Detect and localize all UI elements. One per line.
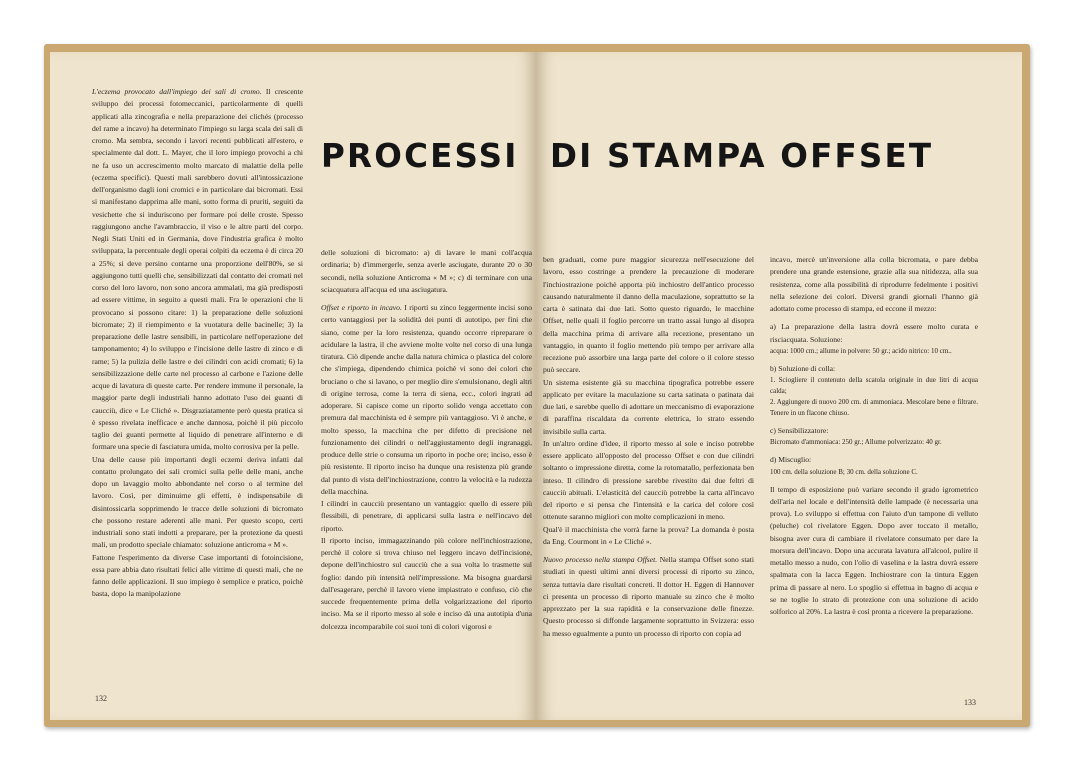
text-column-2 bbox=[321, 247, 532, 692]
text-column-3 bbox=[543, 254, 754, 690]
paragraph: incavo, mercè un'inversione alla colla bicromata, e pare debba prendere una grande estensione, grazie alla sua nitidezza, alla sua resistenza, come alla possibilità di riprodurre fedelmente i positivi nella selezione dei colori. Diversi grandi giornali l'hanno già adottato come processo di stampa, ed eccone il mezzo: bbox=[770, 255, 978, 313]
recipe-step-b-text-1: 1. Sciogliere il contenuto della scatola originale in due litri di acqua calda; bbox=[770, 376, 978, 395]
paragraph bbox=[543, 554, 754, 640]
paragraph-text: Il crescente sviluppo dei processi fotomeccanici, particolarmente di quelli applicati alla zincografia e nella preparazione dei clichés (processo del rame a incavo) ha determinato l'impiego su larga scala dei sali di cromo. Ma sembra, secondo i lavori recenti pubblicati all'estero, e specialmente dal dott. L. Mayer, che il loro impiego provochi a chi ne fa uso un accrescimento molto marcato di malattie della pelle (eczema specifici). Questi mali sarebbero dovuti all'intossicazione dell'organismo dagli ioni cromici e in particolare dai bicromati. Essi si manifestano dapprima alle mani, sotto forma di pruriti, seguiti da vesichette che si induriscono per formare poi delle croste. Spesso raggiungono anche l'avambraccio, il viso e le altre parti del corpo. Negli Stati Uniti ed in Germania, dove l'industria grafica è molto sviluppata, la percentuale degli operai colpiti da eczema è di circa 20 a 25%; si deve persino contarne una proporzione dell'80%, se si aggiungono tutti quelli che, sensibilizzati dal contatto dei cromati nel corso del loro lavoro, non sono ancora ammalati, ma già predisposti ad essere vittime, in seguito a questi mali. Fra le operazioni che li provocano si possono citare: 1) la preparazione delle soluzioni bicromate; 2) il riempimento e la vuotatura delle bacinelle; 3) la preparazione delle lastre sensibili, in particolare nell'operazione del tamponamento; 4) lo sviluppo e l'incisione delle lastre di zinco e di rame; 5) la pulizia delle lastre e dei cilindri con acidi cromati; 6) la sensibilizzazione delle carte nel processo al carbone e l'azione delle acque di lavatura di queste carte. Per rendere immune il personale, la maggior parte degli industriali hanno adottato l'uso dei guanti di caucciù, dice « Le Cliché ». Disgraziatamente però questa pratica si è spesso rivelata inefficace e anche dannosa, poichè il più piccolo taglio dei guanti permette al liquido di penetrare all'interno e di formare una specie di fasciatura umida, molto corrosiva per la pelle. bbox=[92, 87, 303, 452]
recipe-step-b-text-2: 2. Aggiungere di nuovo 200 cm. di ammoniaca. Mescolare bene e filtrare. Tenere in un flacone chiuso. bbox=[770, 398, 978, 417]
recipe-step-b-title: b) Soluzione di colla: bbox=[770, 363, 836, 373]
paragraph: I cilindri in caucciù presentano un vantaggio: quello di essere più flessibili, di penetrare, di applicarsi sulla lastra e nell'incavo del riporto. bbox=[321, 499, 532, 533]
recipe-step-a-title: a) La preparazione della lastra dovrà essere molto curata e risciacquata. Soluzione: bbox=[770, 322, 978, 344]
paragraph-text: I riporti su zinco leggermente incisi sono certo vantaggiosi per la solidità dei punti di autotipo, per fini che siano, come per la loro resistenza, quando occorre ripreparare o acidulare la lastra, il che avviene molte volte nel corso di una lunga tiratura. Ciò dipende anche dalla natura chimica o plastica del colore che s'impiega, dipendendo chimica poichè vi sono dei colori che bruciano o che si lavano, o per meglio dire s'emulsionano, degli altri di origine terrosa, come la terra di siena, ecc., colori ingrati ad adoperare. Si capisce come un riporto solido venga accettato con premura dal macchinista ed è sempre più vantaggioso. Vi è anche, e molto spesso, la macchina che per difetto di precisione nel funzionamento dei cilindri o nell'aggiustamento degli ingranaggi, produce delle strie o consuma un riporto in poche ore; inciso, esso è più resistente. Il riporto inciso ha dunque una resistenza più grande dal punto di vista dell'inchiostrazione, contro la velocità e la rudezza della macchina. bbox=[321, 303, 532, 496]
paragraph: Una delle cause più importanti degli eczemi deriva infatti dal contatto prolungato dei sali cromici sulla pelle delle mani, anche dopo un lavaggio molto abbondante nel corso o al termine del lavoro. Così, per diminuirne gli effetti, è indispensabile di disintossicarla sopprimendo le tracce delle soluzioni di bicromato che possono restare aderenti alle mani. Per questo scopo, certi industriali sono stati indotti a preparare, per la protezione da questi mali, un prodotto speciale chiamato: soluzione anticroma « M ». bbox=[92, 454, 303, 550]
section-heading: Offset e riporto in incavo. bbox=[321, 303, 402, 312]
paragraph: Il riporto inciso, immagazzinando più colore nell'inchiostrazione, perchè il colore si trova chiuso nel leggero incavo dell'incisione, depone dell'inchiostro sul caucciù che a sua volta lo trasmette sul foglio: dando più intensità nell'impressione. Ma bisogna guardarsi dall'esagerare, perchè il lavoro viene impiastrato e confuso, ciò che succede frequentemente prima della volgarizzazione del riporto inciso. Ma se il riporto messo al sole e inciso dà una autotipia d'una dolcezza incomparabile coi suoi toni di colori vigorosi e bbox=[321, 535, 532, 631]
recipe-step-a-text: acqua: 1000 cm.; allume in polvere: 50 gr.; acido nitrico: 10 cm.. bbox=[770, 346, 952, 355]
title-part-2: DI STAMPA OFFSET bbox=[550, 137, 934, 175]
paragraph: Un sistema esistente già su macchina tipografica potrebbe essere applicato per evitare la maculazione su carta satinata o patinata dai due lati, e sarebbe quello di adottare un meccanismo di evaporazione di paraffina riscaldata da corrente elettrica, lo strato essendo invisibile sulla carta. bbox=[543, 377, 754, 436]
section-heading: L'eczema provocato dall'impiego dei sali di cromo. bbox=[92, 87, 262, 96]
article-title bbox=[321, 137, 981, 175]
paragraph: Il tempo di esposizione può variare secondo il grado igrometrico dell'aria nel locale e dell'intensità delle lampade (è necessaria una prova). Lo sviluppo si effettua con l'aiuto d'un tampone di velluto (peluche) col rivelatore Eggen. Dopo aver toccato il metallo, bisogna aver cura di cambiare il rivelatore consumato per dare la morsura dell'incavo. Dopo una accurata lavatura all'alcool, pulire il metallo messo a nudo, con l'olio di vaselina e la lastra dovrà essere spalmata con la lacca Eggen. Inchiostrare con la tintura Eggen prima di passare al nero. Lo spoglio si effettua in bagno di acqua e se ne toglie lo strato di protezione con una soluzione di acido solforico al 20%. La lastra è così pronta a ricevere la preparazione. bbox=[770, 484, 978, 616]
recipe-step-d-title: d) Miscuglio: bbox=[770, 455, 812, 465]
paragraph: ben graduati, come pure maggior sicurezza nell'esecuzione del lavoro, esso costringe a prendere la precauzione di moderare l'inchiostrazione poichè apporta più inchiostro dell'antico processo causando naturalmente il danno della maculazione, soprattutto se la carta è satinata dai due lati. Sotto questo riguardo, le macchine Offset, nelle quali il foglio percorre un tratto assai lungo al disopra della macchina prima di arrivare alla recezione, presentano un vantaggio, in quanto il foglio mettendo più tempo per arrivare alla recezione può assorbire una larga parte del colore o il colore stesso può seccare. bbox=[543, 255, 754, 375]
recipe-step-d-text: 100 cm. della soluzione B; 30 cm. della soluzione C. bbox=[770, 467, 918, 476]
paragraph: In un'altro ordine d'idee, il riporto messo al sole e inciso potrebbe essere applicato all'opposto del processo Offset e con due cilindri soltanto o impressione diretta, come la rotomatallo, perfezionata ben inteso. Il cilindro di pressione sarebbe rivestito dai due feltri di caucciù abituali. L'elasticità del caucciù potrebbe la carta all'incavo del riporto e si pensa che l'intensità e la carica del colore così ottenute saranno migliori con molte complicazioni in meno. bbox=[543, 438, 754, 522]
title-part-1: PROCESSI bbox=[321, 137, 519, 175]
recipe-step-c-title: c) Sensibilizzatore: bbox=[770, 426, 829, 435]
paragraph bbox=[92, 86, 303, 454]
paragraph-text: Nella stampa Offset sono stati studiati in questi ultimi anni diversi processi di riporto su zinco, senza tuttavia dare risultati concreti. Il dottor H. Eggen di Hannover ci presenta un processo di riporto manuale su zinco che è molto apprezzato per la sua rapidità e la conservazione delle finezze. Questo processo si diffonde largamente soprattutto in Svizzera: esso ha messo egualmente a punto un processo di riporto con copia ad bbox=[543, 555, 754, 638]
paragraph bbox=[321, 302, 532, 498]
recipe-step-c-text: Bicromato d'ammoniaca: 250 gr.; Allume polverizzato: 40 gr. bbox=[770, 438, 942, 447]
page-number-right: 133 bbox=[964, 698, 976, 707]
paragraph: Fattone l'esperimento da diverse Case importanti di fotoincisione, essa pare abbia dato risultati felici alle vittime di questi mali, che ne fanno delle applicazioni. Il suo impiego è semplice e pratico, poichè basta, dopo la manipolazione bbox=[92, 552, 303, 599]
paragraph: delle soluzioni di bicromato: a) di lavare le mani coll'acqua ordinaria; b) d'immergerle, senza averle asciugate, durante 20 o 30 secondi, nella soluzione Anticroma « M »; c) di terminare con una sciacquatura all'acqua ed una asciugatura. bbox=[321, 248, 532, 294]
section-heading: Nuovo processo nella stampa Offset. bbox=[543, 555, 658, 564]
page-number-left: 132 bbox=[95, 694, 107, 703]
text-column-4 bbox=[770, 254, 978, 690]
paragraph: Qual'è il macchinista che vorrà farne la prova? La domanda è posta da Eng. Courmont in « Le Cliché ». bbox=[543, 524, 754, 546]
text-column-1 bbox=[92, 86, 303, 692]
